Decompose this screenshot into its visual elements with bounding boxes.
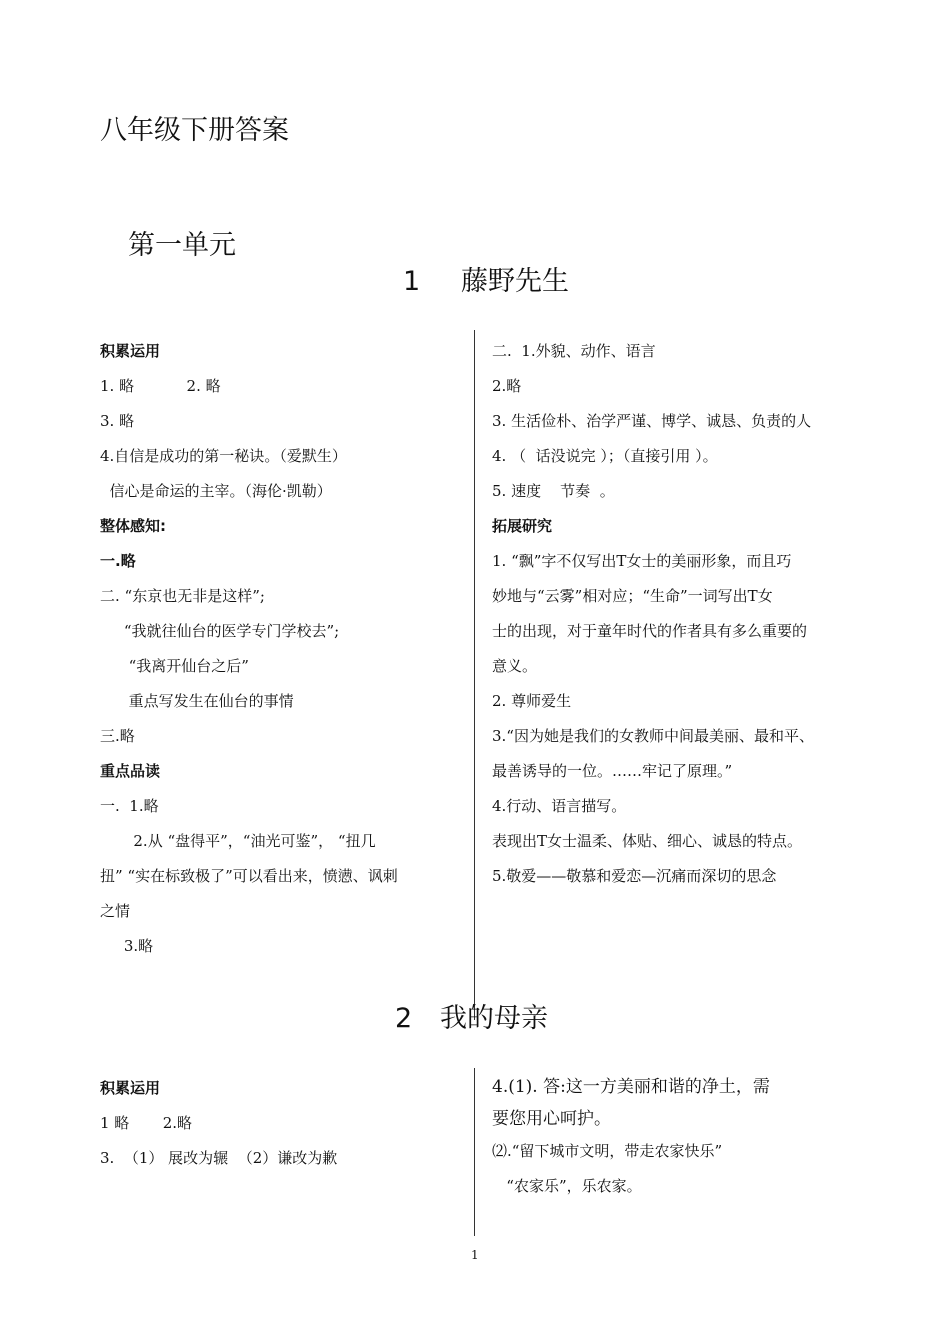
lesson-2-title: 我的母亲 xyxy=(440,1003,548,1034)
answer-line: “农家乐”，乐农家。 xyxy=(492,1177,642,1195)
answer-line: “我就往仙台的医学专门学校去”; xyxy=(100,622,340,640)
section-heading: 整体感知: xyxy=(100,517,166,535)
answer-line: 4. （ 话没说完 ）；（直接引用 ）。 xyxy=(492,447,718,465)
answer-line: “我离开仙台之后” xyxy=(100,657,249,675)
answer-line: 三.略 xyxy=(100,727,135,745)
column-divider-1 xyxy=(474,330,475,1020)
answer-line: 3. 略 xyxy=(100,412,135,430)
answer-line: 二. 1.外貌、动作、语言 xyxy=(492,342,656,360)
answer-line: 3. 生活俭朴、治学严谨、博学、诚恳、负责的人 xyxy=(492,412,812,430)
answer-line: 2. 尊师爱生 xyxy=(492,692,572,710)
lesson-1-title: 藤野先生 xyxy=(461,266,569,297)
answer-line: 1 略 2.略 xyxy=(100,1114,192,1132)
lesson-2-heading xyxy=(395,996,548,1035)
answer-line: 重点写发生在仙台的事情 xyxy=(100,692,294,710)
answer-line: 最善诱导的一位。……牢记了原理。” xyxy=(492,762,733,780)
section-heading: 一.略 xyxy=(100,552,136,570)
answer-line: 4.(1). 答:这一方美丽和谐的净土，需 xyxy=(492,1077,770,1097)
answer-line: 3.“因为她是我们的女教师中间最美丽、最和平、 xyxy=(492,727,814,745)
document-title: 八年级下册答案 xyxy=(100,115,289,146)
page-number: 1 xyxy=(471,1248,479,1262)
answer-line: 4.自信是成功的第一秘诀。（爱默生） xyxy=(100,447,347,465)
answer-line: 表现出T女士温柔、体贴、细心、诚恳的特点。 xyxy=(492,832,803,850)
lesson-1-number: 1 xyxy=(403,266,421,297)
answer-line: 一. 1.略 xyxy=(100,797,159,815)
lesson-1-heading xyxy=(403,259,569,298)
answer-line: 1. 略 2. 略 xyxy=(100,377,221,395)
answer-line: 信心是命运的主宰。（海伦·凯勒） xyxy=(100,482,332,500)
answer-line: 3.略 xyxy=(100,937,154,955)
answer-line: 5. 速度 节奏 。 xyxy=(492,482,615,500)
section-heading: 积累运用 xyxy=(100,1079,161,1097)
unit-title: 第一单元 xyxy=(128,230,236,261)
answer-line: 妙地与“云雾”相对应；“生命”一词写出T女 xyxy=(492,587,773,605)
answer-line: 之情 xyxy=(100,902,131,920)
answer-line: 2.略 xyxy=(492,377,522,395)
answer-line: 3. （1） 展改为辗 （2）谦改为歉 xyxy=(100,1149,338,1167)
answer-line: 扭” “实在标致极了”可以看出来，愤懑、讽刺 xyxy=(100,867,398,885)
answer-line: 4.行动、语言描写。 xyxy=(492,797,627,815)
answer-line: 士的出现，对于童年时代的作者具有多么重要的 xyxy=(492,622,808,640)
section-heading: 拓展研究 xyxy=(492,517,553,535)
answer-line: 意义。 xyxy=(492,657,538,675)
answer-line: 1. “飘”字不仅写出T女士的美丽形象，而且巧 xyxy=(492,552,792,570)
answer-line: 二. “东京也无非是这样”; xyxy=(100,587,265,605)
answer-line: ⑵.“留下城市文明，带走农家快乐” xyxy=(492,1142,723,1160)
section-heading: 重点品读 xyxy=(100,762,161,780)
lesson-2-number: 2 xyxy=(395,1003,413,1034)
answer-line: 2.从 “盘得平”，“油光可鉴”， “扭几 xyxy=(100,832,376,850)
column-divider-2 xyxy=(474,1068,475,1236)
section-heading: 积累运用 xyxy=(100,342,161,360)
answer-line: 要您用心呵护。 xyxy=(492,1109,611,1129)
answer-line: 5.敬爱——敬慕和爱恋—沉痛而深切的思念 xyxy=(492,867,777,885)
